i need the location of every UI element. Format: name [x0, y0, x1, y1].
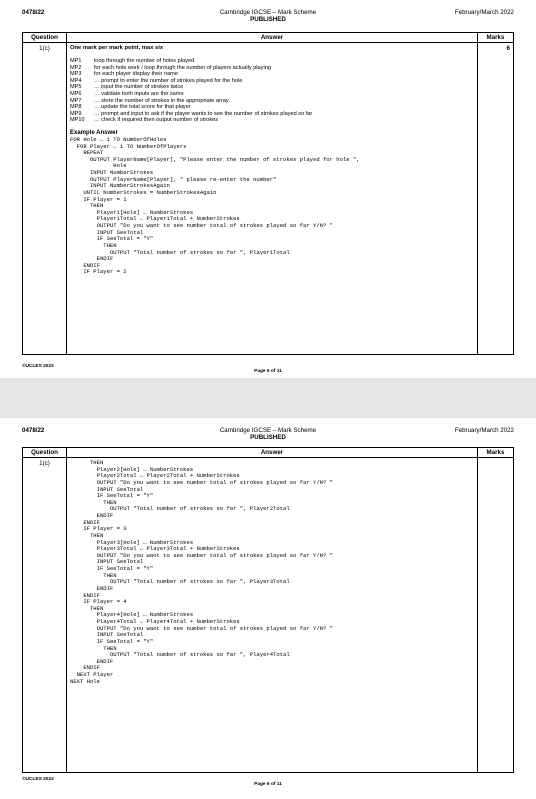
- question-header: Question: [23, 448, 67, 458]
- page-number: Page 5 of 11: [254, 369, 282, 374]
- answer-header: Answer: [67, 448, 478, 458]
- answer-cell: [67, 458, 478, 773]
- document-page-2: [0, 418, 536, 799]
- page-footer: [22, 777, 514, 787]
- mark-point-id: MP1: [70, 58, 82, 64]
- mark-point-id: MP3: [70, 71, 82, 78]
- header-title: Cambridge IGCSE – Mark Scheme: [219, 427, 317, 434]
- mark-point-text: … input the number of strokes twice: [94, 84, 184, 91]
- mark-point-id: MP8: [70, 104, 82, 111]
- marks-value: [478, 458, 514, 773]
- mark-point: [70, 104, 474, 111]
- mark-point: [70, 65, 474, 72]
- document-page-1: [0, 0, 536, 378]
- mark-point-id: MP10: [70, 117, 85, 124]
- question-number: 1(c): [23, 458, 67, 773]
- question-header: Question: [23, 33, 67, 43]
- pseudocode-block: FOR Hole ← 1 TO NumberOfHoles FOR Player ← 1 TO NumberOfPlayers REPEAT OUTPUT PlayerName[Player], "Please enter the number of strokes played for hole ", Hole INPUT NumberStrokes OUTPUT PlayerName[Player], " please re-enter the number" INPUT NumberStrokesAgain UNTIL NumberStrokes = NumberStrokesAgain IF Player = 1 THEN Player1[Hole] ← NumberStrokes Player1Total ← Player1Total + NumberStrokes OUTPUT "Do you want to see number total of strokes played so far Y/N? " INPUT SeeTotal IF SeeTotal = "Y" THEN OUTPUT "Total number of strokes so far ", Player1Total ENDIF ENDIF IF Player = 2: [70, 135, 360, 276]
- header-subtitle: PUBLISHED: [250, 434, 286, 442]
- mark-point: [70, 117, 474, 124]
- pseudocode-block: THEN Player2[Hole] ← NumberStrokes Player2Total ← Player2Total + NumberStrokes OUTPUT "Do you want to see number total of strokes played so far Y/N? " INPUT SeeTotal IF SeeTotal = "Y" THEN OUTPUT "Total number of strokes so far ", Player2Total ENDIF ENDIF IF Player = 3 THEN Player3[Hole] ← NumberStrokes Player3Total ← Player3Total + NumberStrokes OUTPUT "Do you want to see number total of strokes played so far Y/N? " INPUT SeeTotal IF SeeTotal = "Y" THEN OUTPUT "Total number of strokes so far ", Player3Total ENDIF ENDIF IF Player = 4 THEN Player4[Hole] ← NumberStrokes Player4Total ← Player4Total + NumberStrokes OUTPUT "Do you want to see number total of strokes played so far Y/N? " INPUT SeeTotal IF SeeTotal = "Y" THEN OUTPUT "Total number of strokes so far ", Player4Total ENDIF ENDIF NEXT Player NEXT Hole: [70, 459, 333, 685]
- mark-point-id: MP4: [70, 77, 82, 84]
- mark-point-text: for each player display their name: [94, 71, 178, 78]
- mark-point-text: … prompt and input to ask if the player wants to see the number of strokes played so far: [94, 110, 313, 117]
- answer-cell: [67, 43, 478, 355]
- page-number: Page 6 of 11: [254, 782, 282, 787]
- header-title-block: [22, 427, 514, 442]
- page-header: [22, 9, 514, 29]
- marks-header: Marks: [478, 448, 514, 458]
- mark-point: [70, 84, 474, 91]
- mark-point: [70, 71, 474, 78]
- mark-point-list: [70, 58, 474, 124]
- mark-point-text: … prompt to enter the number of strokes played for the hole: [94, 77, 243, 84]
- mark-point-id: MP7: [70, 97, 82, 104]
- mark-point-text: … check if required then output number of strokes: [94, 117, 219, 124]
- page-header: [22, 427, 514, 447]
- mark-point-id: MP9: [70, 110, 82, 117]
- mark-point-text: loop through the number of holes played: [94, 58, 195, 64]
- exam-session: February/March 2022: [454, 9, 514, 16]
- header-title-block: [22, 9, 514, 24]
- mark-point-id: MP2: [70, 64, 82, 71]
- paper-code: 0478/22: [22, 9, 45, 16]
- copyright: ©UCLES 2022: [22, 364, 54, 369]
- mark-scheme-table: [22, 447, 514, 773]
- mark-point-id: MP6: [70, 90, 82, 97]
- marks-header: Marks: [478, 33, 514, 43]
- mark-point-text: … store the number of strokes in the appropriate array: [94, 97, 229, 104]
- mark-point-text: for each hole work / loop through the number of players actually playing: [94, 64, 271, 71]
- mark-point: [70, 98, 474, 105]
- mark-point-text: … validate both inputs are the same: [94, 90, 184, 97]
- mark-point-text: … update the total score for that player: [94, 104, 191, 111]
- page-footer: [22, 364, 514, 374]
- mark-point-id: MP5: [70, 84, 82, 91]
- header-title: Cambridge IGCSE – Mark Scheme: [219, 9, 317, 16]
- question-number: 1(c): [23, 43, 67, 355]
- header-subtitle: PUBLISHED: [250, 16, 286, 24]
- paper-code: 0478/22: [22, 427, 45, 434]
- exam-session: February/March 2022: [454, 427, 514, 434]
- mark-scheme-table: [22, 32, 514, 355]
- example-heading: Example Answer: [70, 129, 118, 136]
- mark-point: [70, 58, 474, 65]
- mark-point: [70, 78, 474, 85]
- mark-point: [70, 111, 474, 118]
- mark-point: [70, 91, 474, 98]
- copyright: ©UCLES 2022: [22, 777, 54, 782]
- mark-instruction: One mark per mark point, max six: [70, 45, 164, 51]
- marks-value: 6: [478, 43, 514, 355]
- answer-header: Answer: [67, 33, 478, 43]
